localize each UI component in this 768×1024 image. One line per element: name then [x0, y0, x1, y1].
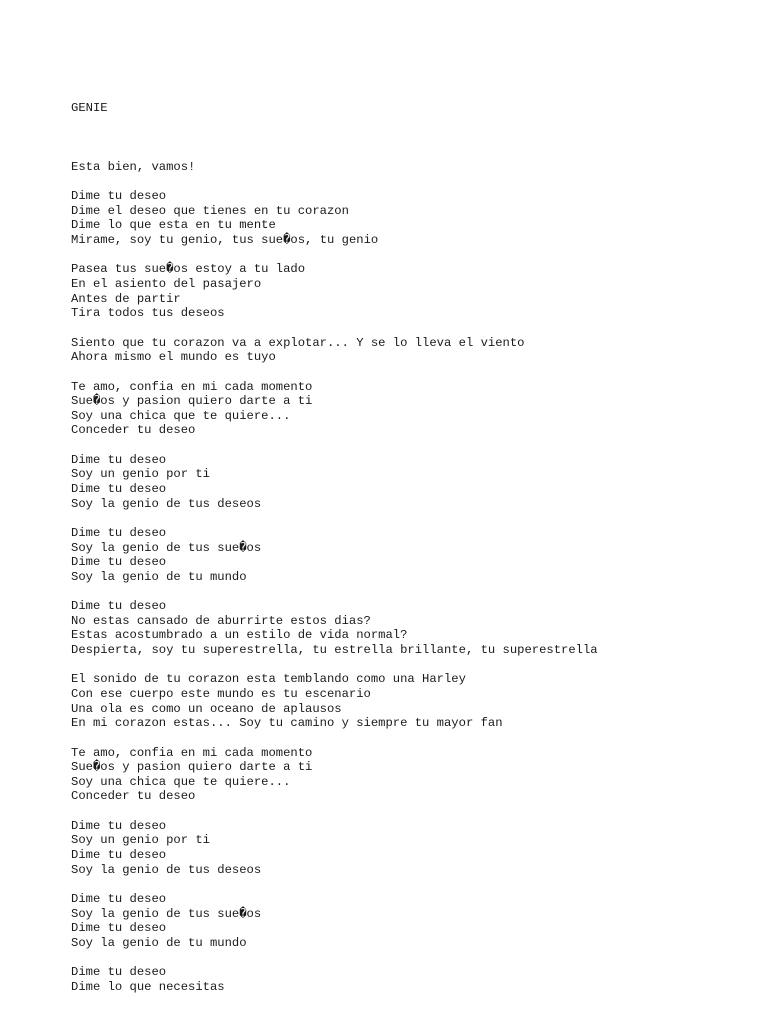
lyric-line: Con ese cuerpo este mundo es tu escenario — [71, 686, 371, 701]
lyric-line: Dime tu deseo — [71, 525, 167, 540]
stanza — [71, 892, 751, 951]
lyric-line: Soy la genio de tus deseos — [71, 862, 262, 877]
lyrics-body — [71, 145, 751, 994]
lyric-line: Dime tu deseo — [71, 818, 167, 833]
lyric-line: El sonido de tu corazon esta temblando como una Harley — [71, 672, 466, 687]
stanza-gap — [71, 511, 751, 526]
lyric-line: Dime tu deseo — [71, 891, 167, 906]
lyric-line: Soy la genio de tu mundo — [71, 569, 247, 584]
stanza-gap — [71, 877, 751, 892]
stanza-gap — [71, 438, 751, 453]
stanza — [71, 819, 751, 878]
lyric-line: Soy un genio por ti — [71, 467, 210, 482]
stanza — [71, 336, 751, 365]
lyric-line: Siento que tu corazon va a explotar... Y se lo lleva el viento — [71, 335, 525, 350]
lyric-line: Soy una chica que te quiere... — [71, 774, 291, 789]
stanza — [71, 380, 751, 439]
lyric-line: En el asiento del pasajero — [71, 277, 262, 292]
stanza-gap — [71, 175, 751, 190]
stanza-gap — [71, 804, 751, 819]
stanza — [71, 189, 751, 248]
lyric-line: Soy la genio de tu mundo — [71, 935, 247, 950]
stanza — [71, 599, 751, 658]
lyric-line: Dime tu deseo — [71, 482, 167, 496]
lyric-line: Mirame, soy tu genio, tus sue�os, tu genio — [71, 233, 379, 248]
lyric-line: Soy un genio por ti — [71, 833, 210, 848]
stanza — [71, 526, 751, 585]
lyric-line: Sue�os y pasion quiero darte a ti — [71, 394, 313, 409]
lyric-line: Ahora mismo el mundo es tuyo — [71, 350, 276, 365]
lyric-line: Soy la genio de tus deseos — [71, 496, 262, 511]
lyric-line: Pasea tus sue�os estoy a tu lado — [71, 262, 306, 277]
lyric-line: Dime tu deseo — [71, 599, 167, 614]
lyric-line: Dime el deseo que tienes en tu corazon — [71, 203, 349, 218]
stanza-gap — [71, 248, 751, 263]
stanza — [71, 262, 751, 321]
stanza-gap — [71, 365, 751, 380]
stanza-gap — [71, 145, 751, 160]
stanza-gap — [71, 731, 751, 746]
lyric-line: Conceder tu deseo — [71, 423, 196, 438]
lyric-line: Estas acostumbrado a un estilo de vida normal? — [71, 628, 408, 643]
lyric-line: Te amo, confia en mi cada momento — [71, 379, 313, 394]
lyric-line: Soy la genio de tus sue�os — [71, 540, 262, 555]
lyric-line: Despierta, soy tu superestrella, tu estrella brillante, tu superestrella — [71, 643, 598, 658]
lyric-line: Antes de partir — [71, 291, 181, 306]
lyric-line: Esta bien, vamos! — [71, 159, 196, 174]
lyric-line: Dime tu deseo — [71, 452, 167, 467]
lyric-line: Soy una chica que te quiere... — [71, 408, 291, 423]
stanza — [71, 453, 751, 512]
lyric-line: Soy la genio de tus sue�os — [71, 906, 262, 921]
stanza — [71, 672, 751, 731]
lyric-line: Tira todos tus deseos — [71, 306, 225, 321]
lyric-line: Sue�os y pasion quiero darte a ti — [71, 760, 313, 775]
stanza-gap — [71, 321, 751, 336]
lyric-line: No estas cansado de aburrirte estos dias? — [71, 613, 371, 628]
lyric-line: Dime tu deseo — [71, 555, 167, 570]
lyric-line: Conceder tu deseo — [71, 789, 196, 804]
lyric-line: Una ola es como un oceano de aplausos — [71, 701, 342, 716]
page-title: GENIE — [71, 101, 108, 116]
stanza — [71, 965, 751, 994]
lyric-line: Dime tu deseo — [71, 189, 167, 204]
stanza — [71, 746, 751, 805]
stanza-gap — [71, 951, 751, 966]
lyric-line: En mi corazon estas... Soy tu camino y siempre tu mayor fan — [71, 716, 503, 731]
stanza — [71, 160, 751, 175]
lyric-line: Dime tu deseo — [71, 965, 167, 980]
lyric-line: Dime tu deseo — [71, 848, 167, 863]
lyric-line: Dime lo que necesitas — [71, 979, 225, 994]
lyric-line: Dime lo que esta en tu mente — [71, 218, 276, 233]
lyrics-document — [71, 72, 751, 1009]
lyric-line: Dime tu deseo — [71, 921, 167, 936]
lyric-line: Te amo, confia en mi cada momento — [71, 745, 313, 760]
stanza-gap — [71, 584, 751, 599]
stanza-gap — [71, 658, 751, 673]
